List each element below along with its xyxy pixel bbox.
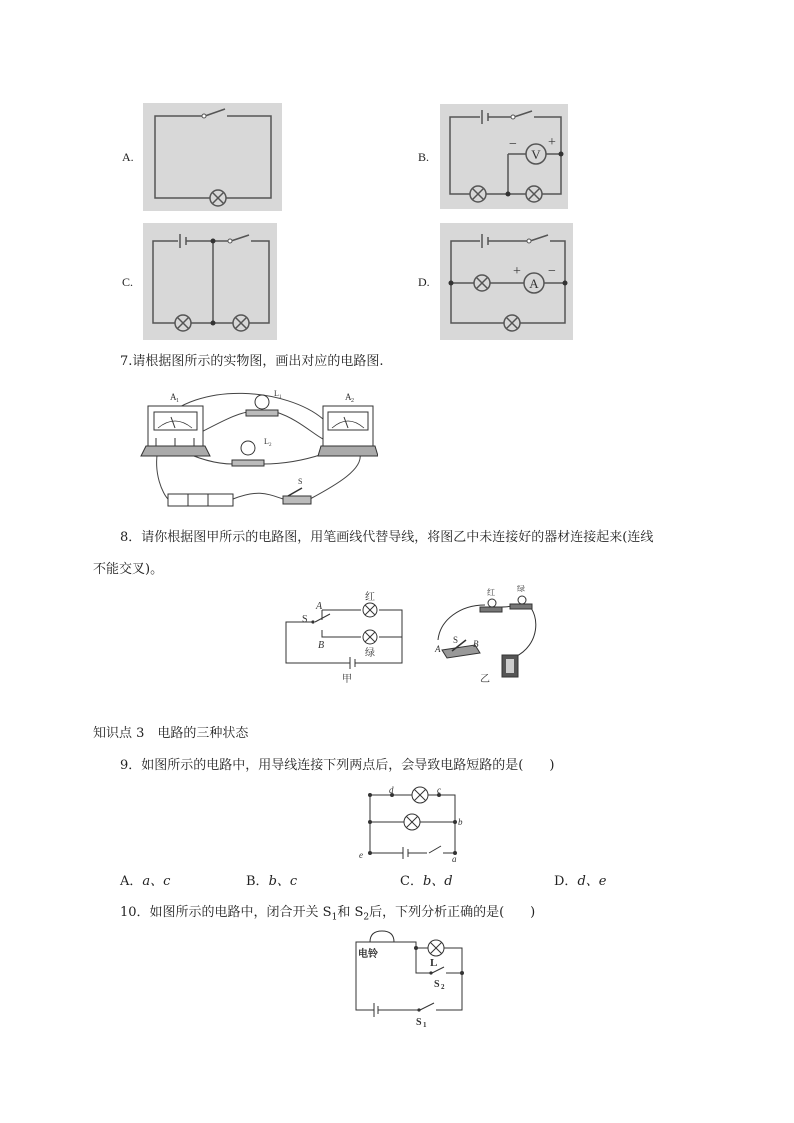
q9-option-d[interactable]: D．d、e — [554, 874, 607, 889]
q8-text-line2: 不能交叉)。 — [93, 562, 164, 577]
circuit-figure-a — [143, 103, 282, 211]
q9-text: 9．如图所示的电路中，用导线连接下列两点后，会导致电路短路的是( ) — [120, 758, 555, 773]
plus-sign-d: + — [513, 264, 521, 279]
svg-text:S: S — [298, 477, 303, 486]
svg-text:a: a — [452, 854, 457, 864]
svg-text:A: A — [316, 601, 323, 612]
jia-caption: 甲 — [342, 674, 352, 685]
switch-yi — [434, 635, 480, 658]
q9-circuit — [355, 785, 467, 865]
minus-sign-d: − — [548, 264, 556, 279]
option-d-label: D. — [418, 275, 430, 289]
svg-text:b: b — [458, 817, 463, 827]
circuit-c-diagram — [143, 223, 277, 340]
bulb-l1 — [246, 389, 282, 416]
svg-text:2: 2 — [351, 398, 354, 404]
q9-option-a[interactable]: A．a、c — [120, 874, 171, 889]
svg-text:B: B — [473, 639, 479, 649]
voltmeter-symbol-b: V — [531, 147, 541, 162]
q10-circuit — [350, 928, 470, 1033]
svg-text:d: d — [389, 785, 394, 795]
bulb-red — [480, 587, 502, 612]
bulb-l2 — [232, 437, 272, 466]
circuit-a-diagram — [143, 103, 282, 211]
q10-text: 10．如图所示的电路中，闭合开关 $S_1$和 $S_2$后，下列分析正确的是( ) — [120, 905, 536, 923]
svg-text:A: A — [170, 392, 177, 402]
svg-text:L: L — [274, 389, 279, 398]
q9-option-c[interactable]: C．b、d — [400, 874, 453, 889]
svg-text:L: L — [430, 957, 438, 969]
option-a-label: A. — [122, 150, 134, 164]
ammeter-a2 — [318, 392, 378, 456]
ammeter-a1 — [141, 392, 210, 456]
svg-text:1: 1 — [423, 1021, 427, 1029]
svg-text:S: S — [434, 979, 440, 990]
svg-text:绿: 绿 — [517, 585, 525, 593]
svg-text:L: L — [264, 437, 269, 446]
ammeter-symbol-d: A — [529, 276, 539, 291]
bulb-green — [510, 585, 532, 609]
svg-text:1: 1 — [279, 395, 282, 400]
q8-physical-yi — [430, 585, 545, 685]
circuit-figure-c — [143, 223, 277, 340]
circuit-b-diagram — [440, 104, 568, 209]
svg-text:c: c — [437, 785, 441, 795]
plus-sign-b: + — [548, 135, 556, 150]
option-c-label: C. — [122, 275, 134, 289]
circuit-figure-d — [440, 223, 573, 340]
minus-sign-b: − — [509, 137, 517, 152]
svg-text:A: A — [345, 392, 352, 402]
q7-physical-diagram — [138, 384, 378, 516]
svg-text:S: S — [416, 1017, 422, 1028]
svg-text:红: 红 — [487, 588, 495, 597]
section-3-title: 知识点 3 电路的三种状态 — [93, 726, 249, 741]
battery-yi — [502, 655, 518, 677]
svg-text:S: S — [302, 614, 308, 625]
circuit-figure-b — [440, 104, 568, 209]
svg-text:2: 2 — [269, 443, 272, 448]
svg-text:绿: 绿 — [365, 648, 375, 659]
circuit-d-diagram — [440, 223, 573, 340]
q8-circuit-jia — [282, 590, 412, 685]
svg-text:A: A — [435, 644, 441, 654]
yi-caption: 乙 — [480, 674, 490, 685]
q8-text-line1: 8．请你根据图甲所示的电路图，用笔画线代替导线，将图乙中未连接好的器材连接起来(连线 — [120, 530, 654, 545]
svg-text:红: 红 — [365, 592, 375, 603]
q7-text: 7.请根据图所示的实物图，画出对应的电路图. — [120, 354, 384, 369]
svg-text:2: 2 — [441, 983, 445, 991]
svg-text:e: e — [359, 850, 363, 860]
svg-text:B: B — [318, 640, 325, 651]
svg-text:1: 1 — [176, 398, 179, 404]
battery — [168, 494, 233, 506]
switch-s — [283, 477, 311, 504]
q9-option-b[interactable]: B．b、c — [246, 874, 298, 889]
bell-label: 电铃 — [358, 949, 378, 960]
svg-text:S: S — [453, 635, 459, 645]
option-b-label: B. — [418, 150, 430, 164]
